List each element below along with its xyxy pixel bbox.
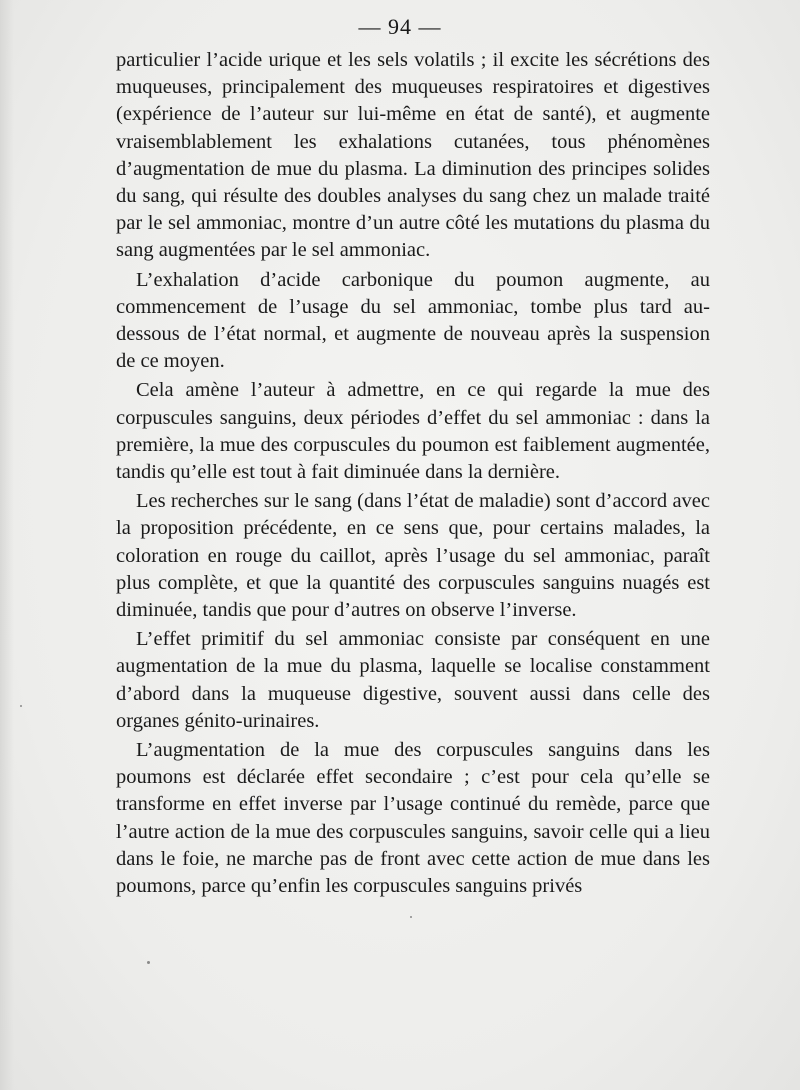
body-text (116, 47, 710, 900)
ink-speck (147, 961, 150, 964)
ink-speck (410, 916, 412, 918)
ink-speck (20, 705, 22, 707)
paragraph-4: Les recherches sur le sang (dans l’état de maladie) sont d’accord avec la proposition précédente, en ce sens que, pour certains malades, la coloration en rouge du caillot, après l’usage du sel ammoniac, paraît plus complète, et que la quantité des corpuscules sanguins nuagés est diminuée, tandis que pour d’autres on observe l’inverse. (116, 490, 710, 622)
paragraph-6: L’augmentation de la mue des corpuscules sanguins dans les poumons est déclarée effet secondaire ; c’est pour cela qu’elle se transforme en effet inverse par l’usage continué du remède, parce que l’autre action de la mue des corpuscules sanguins, savoir celle qui a lieu dans le foie, ne marche pas de front avec cette action de mue dans les poumons, parce qu’enfin les corpuscules sanguins privés (116, 739, 710, 898)
paragraph-1: particulier l’acide urique et les sels volatils ; il excite les sécrétions des muqueuses, principalement des muqueuses respiratoires et digestives (expérience de l’auteur sur lui-même en état de santé), et augmente vraisemblablement les exhalations cutanées, tous phénomènes d’augmentation de mue du plasma. La diminution des principes solides du sang, qui résulte des doubles analyses du sang chez un malade traité par le sel ammoniac, montre d’un autre côté les mutations du plasma du sang augmentées par le sel ammoniac. (116, 49, 710, 262)
paragraph-3: Cela amène l’auteur à admettre, en ce qui regarde la mue des corpuscules sanguins, deux périodes d’effet du sel ammoniac : dans la première, la mue des corpuscules du poumon est faiblement augmentée, tandis qu’elle est tout à fait diminuée dans la dernière. (116, 379, 710, 484)
page-edge-shadow (0, 0, 14, 1090)
paragraph-2: L’exhalation d’acide carbonique du poumon augmente, au commencement de l’usage du sel ammoniac, tombe plus tard au-dessous de l’état normal, et augmente de nouveau après la suspension de ce moyen. (116, 268, 710, 373)
page-number: — 94 — (358, 14, 442, 39)
paragraph-5: L’effet primitif du sel ammoniac consiste par conséquent en une augmentation de la mue du plasma, laquelle se localise constamment d’abord dans la muqueuse digestive, souvent aussi dans celle des organes génito-urinaires. (116, 628, 710, 732)
